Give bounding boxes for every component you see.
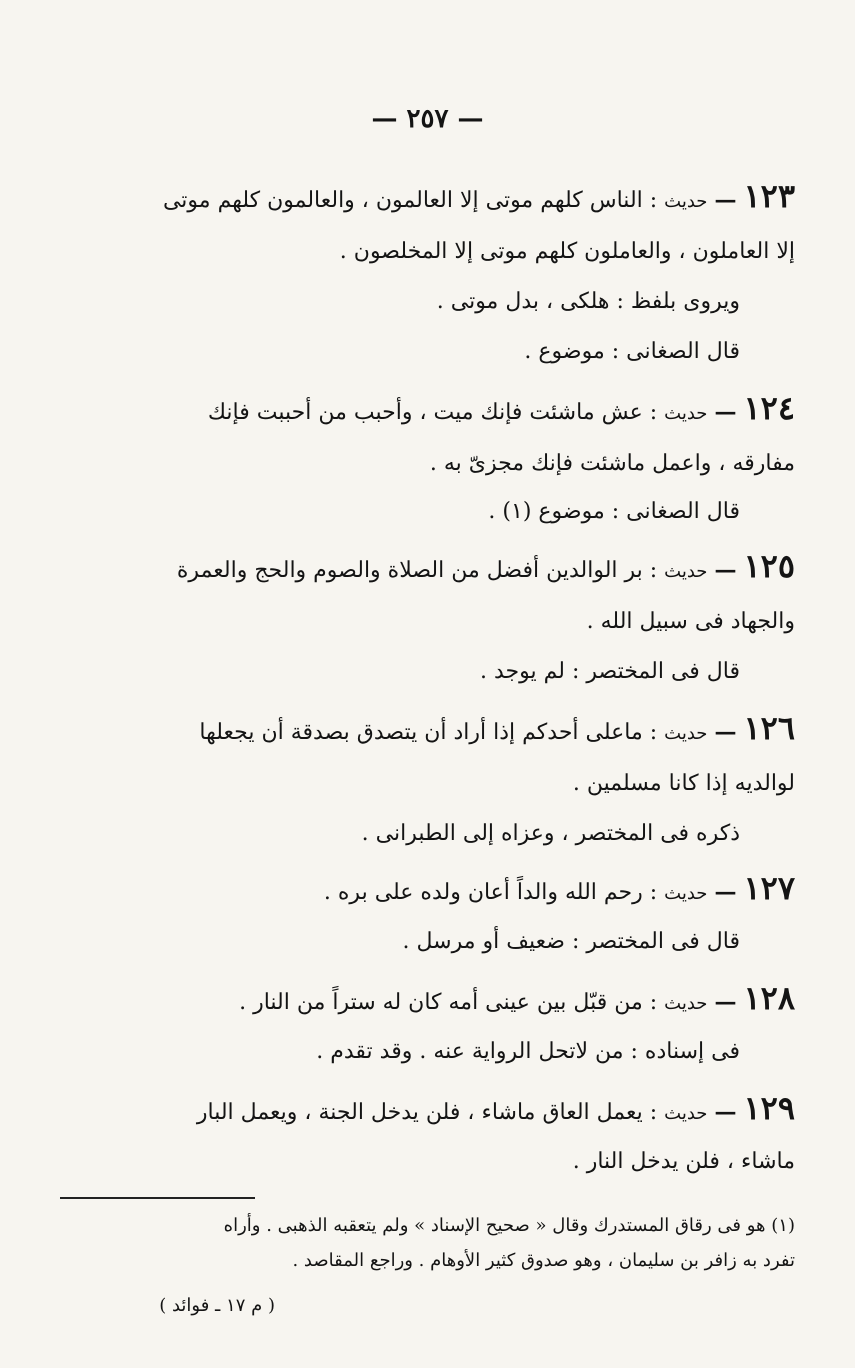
hadith-number: ١٢٣	[743, 177, 795, 215]
signature-mark: ( م ١٧ ـ فوائد )	[159, 1295, 275, 1316]
footnote-divider	[60, 1197, 255, 1199]
entry-126-note-1: ذكره فى المختصر ، وعزاه إلى الطبرانى .	[361, 821, 740, 846]
hadith-keyword: حديث	[664, 1103, 708, 1124]
hadith-number: ١٢٥	[743, 547, 795, 585]
hadith-keyword: حديث	[664, 993, 708, 1014]
entry-128-line-1	[60, 976, 795, 1020]
dash: —	[714, 719, 737, 745]
entry-123-note-2: قال الصغانى : موضوع .	[524, 339, 740, 364]
dash: —	[714, 989, 737, 1015]
entry-128-note-1: فى إسناده : من لاتحل الرواية عنه . وقد تقدم .	[316, 1039, 740, 1064]
hadith-text: : من قبّل بين عينى أمه كان له ستراً من النار .	[239, 990, 658, 1015]
hadith-keyword: حديث	[664, 403, 708, 424]
hadith-text: : عش ماشئت فإنك ميت ، وأحبب من أحببت فإنك	[207, 400, 658, 425]
entry-129-line-2: ماشاء ، فلن يدخل النار .	[572, 1149, 795, 1174]
entry-124-note-1: قال الصغانى : موضوع (١) .	[488, 499, 740, 524]
footnote-line-1: (١) هو فى رقاق المستدرك وقال « صحيح الإسناد » ولم يتعقبه الذهبى . وأراه	[223, 1215, 795, 1236]
hadith-text: : يعمل العاق ماشاء ، فلن يدخل الجنة ، ويعمل البار	[196, 1100, 658, 1125]
dash: —	[714, 879, 737, 905]
hadith-keyword: حديث	[664, 883, 708, 904]
entry-124-line-1	[60, 386, 795, 430]
entry-127-note-1: قال فى المختصر : ضعيف أو مرسل .	[402, 929, 740, 954]
hadith-text: : بر الوالدين أفضل من الصلاة والصوم والحج والعمرة	[176, 558, 658, 583]
hadith-keyword: حديث	[664, 561, 708, 582]
hadith-keyword: حديث	[664, 723, 708, 744]
hadith-number: ١٢٨	[743, 979, 795, 1017]
entry-123-line-2: إلا العاملون ، والعاملون كلهم موتى إلا المخلصون .	[339, 239, 795, 264]
entry-124-line-2: مفارقه ، واعمل ماشئت فإنك مجزىّ به .	[429, 451, 795, 476]
entry-126-line-1	[60, 706, 795, 750]
entry-123-note-1: ويروى بلفظ : هلكى ، بدل موتى .	[436, 289, 740, 314]
hadith-number: ١٢٦	[743, 709, 795, 747]
entry-125-line-2: والجهاد فى سبيل الله .	[586, 609, 795, 634]
hadith-text: : ماعلى أحدكم إذا أراد أن يتصدق بصدقة أن يجعلها	[199, 720, 658, 745]
entry-125-note-1: قال فى المختصر : لم يوجد .	[480, 659, 740, 684]
dash: —	[714, 399, 737, 425]
entry-123-line-1	[60, 174, 795, 218]
entry-125-line-1	[60, 544, 795, 588]
dash: —	[714, 187, 737, 213]
page-number: — ٢٥٧ —	[371, 104, 484, 134]
hadith-text: : رحم الله والداً أعان ولده على بره .	[323, 880, 658, 905]
hadith-text: : الناس كلهم موتى إلا العالمون ، والعالمون كلهم موتى	[162, 188, 658, 213]
footnote-line-2: تفرد به زافر بن سليمان ، وهو صدوق كثير الأوهام . وراجع المقاصد .	[292, 1250, 795, 1271]
hadith-number: ١٢٧	[743, 869, 795, 907]
hadith-keyword: حديث	[664, 191, 708, 212]
entry-129-line-1	[60, 1086, 795, 1130]
hadith-number: ١٢٤	[743, 389, 795, 427]
dash: —	[714, 557, 737, 583]
entry-126-line-2: لوالديه إذا كانا مسلمين .	[572, 771, 795, 796]
dash: —	[714, 1099, 737, 1125]
entry-127-line-1	[60, 866, 795, 910]
hadith-number: ١٢٩	[743, 1089, 795, 1127]
